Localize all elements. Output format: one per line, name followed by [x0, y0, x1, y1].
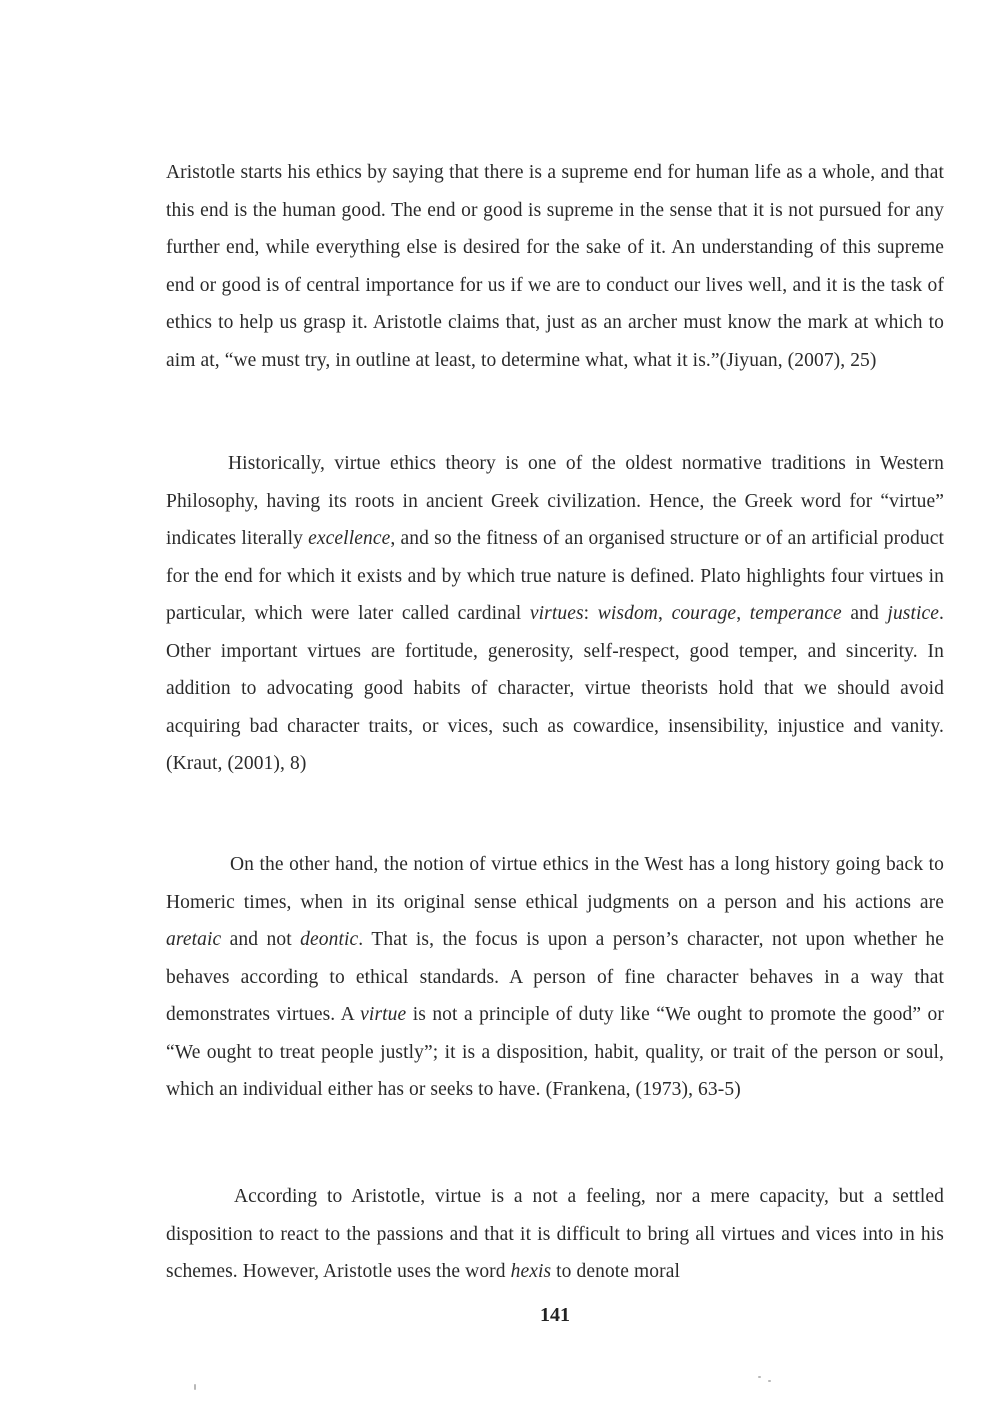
italic-term-excellence: excellence: [308, 528, 391, 549]
scan-speck: [768, 1380, 771, 1382]
scan-speck: [758, 1376, 761, 1378]
text-segment: . Other important virtues are fortitude, generosity, self-respect, good temper, and sincerity. In addition to advocating good habits of character, virtue theorists hold that we should avoid acquiring bad character traits, or vices, such as cowardice, insensibility, injustice and vanity. (Kraut, (2001), 8): [166, 603, 945, 774]
text-segment: On the other hand, the notion of virtue ethics in the West has a long history going back to Homeric times, when in its original sense ethical judgments on a person and his actions are: [166, 854, 944, 913]
italic-term-aretaic: aretaic: [166, 929, 222, 950]
text-segment: :: [583, 603, 598, 624]
paragraph-1: [166, 154, 944, 379]
paragraph-3: [166, 846, 944, 1109]
text-segment: to denote moral: [551, 1261, 681, 1282]
italic-term-wisdom: wisdom: [597, 603, 658, 624]
text-segment: Historically, virtue ethics theory is one of the oldest normative traditions in Western Philosophy, having its roots in ancient Greek civilization. Hence, the Greek word for “virtue” indicates literally: [166, 453, 944, 549]
italic-term-virtues: virtues: [529, 603, 584, 624]
scan-speck: [194, 1384, 196, 1390]
text-segment: According to Aristotle, virtue is a not a feeling, nor a mere capacity, but a settled disposition to react to the passions and that it is difficult to bring all virtues and vices into in his schemes. However, Aristotle uses the word: [166, 1186, 944, 1282]
paragraph-1-text: Aristotle starts his ethics by saying that there is a supreme end for human life as a whole, and that this end is the human good. The end or good is supreme in the sense that it is not pursued for any further end, while everything else is desired for the sake of it. An understanding of this supreme end or good is of central importance for us if we are to conduct our lives well, and it is the task of ethics to help us grasp it. Aristotle claims that, just as an archer must know the mark at which to aim at, “we must try, in outline at least, to determine what, what it is.”(Jiyuan, (2007), 25): [166, 162, 944, 371]
text-segment: . That is, the focus is upon a person’s character, not upon whether he behaves according to ethical standards. A person of fine character behaves in a way that demonstrates virtues. A: [166, 929, 944, 1025]
italic-term-virtue: virtue: [360, 1004, 407, 1025]
text-segment: is not a principle of duty like “We ought to promote the good” or “We ought to treat people justly”; it is a disposition, habit, quality, or trait of the person or soul, which an individual either has or seeks to have. (Frankena, (1973), 63-5): [166, 1004, 944, 1100]
paragraph-4: [166, 1178, 944, 1291]
italic-term-deontic: deontic: [300, 929, 359, 950]
text-segment: ,: [657, 603, 672, 624]
text-segment: and: [841, 603, 888, 624]
text-segment: and not: [221, 929, 301, 950]
paragraph-2: [166, 445, 944, 783]
italic-term-hexis: hexis: [510, 1261, 552, 1282]
italic-term-temperance: temperance: [749, 603, 842, 624]
text-segment: , and so the fitness of an organised structure or of an artificial product for the end for which it exists and by which true nature is defined. Plato highlights four virtues in particular, which were later called cardinal: [166, 528, 944, 624]
italic-term-justice: justice: [887, 603, 940, 624]
text-segment: ,: [736, 603, 750, 624]
page-number: 141: [540, 1304, 570, 1326]
italic-term-courage: courage: [671, 603, 737, 624]
